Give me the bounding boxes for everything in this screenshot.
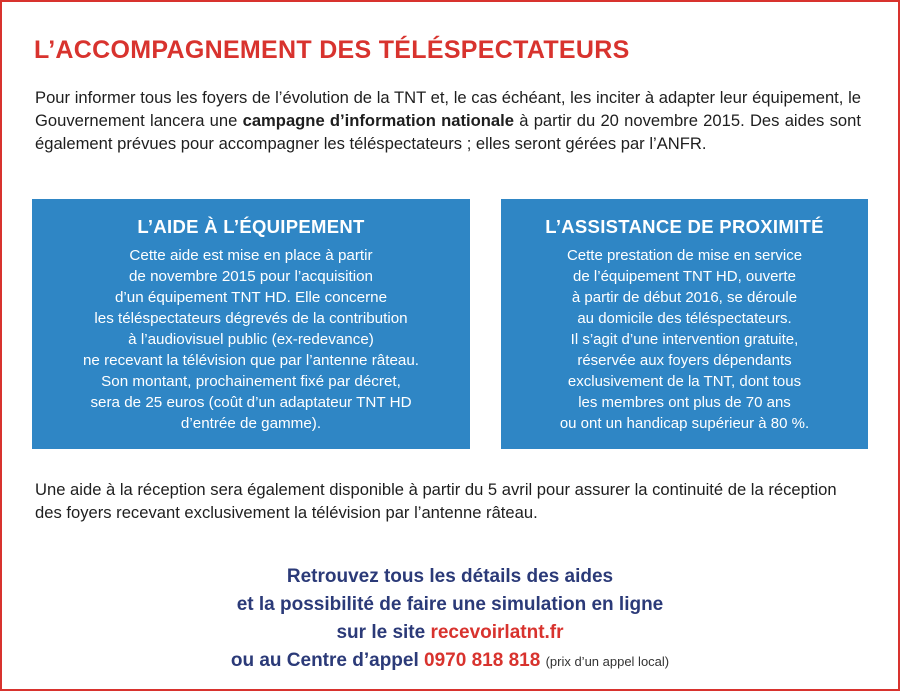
intro-paragraph: [35, 86, 861, 155]
intro-text-part1: Pour informer tous les foyers de l’évolution de la TNT et, le cas échéant, les inciter à adapter leur équipement, le Gouvernement lancera une: [35, 88, 861, 130]
intro-text-part2: à partir du 20 novembre 2015. Des aides sont également prévues pour accompagner les téléspectateurs ; elles seront gérées par l’ANFR.: [35, 111, 861, 153]
cta-line-4: [2, 647, 898, 676]
call-to-action: [2, 563, 898, 676]
cta-phone-prefix: ou au Centre d’appel: [230, 650, 425, 671]
proximity-assistance-title: L’ASSISTANCE DE PROXIMITÉ: [545, 216, 824, 237]
website-link[interactable]: recevoirlatnt.fr: [430, 622, 564, 643]
cta-line-2: et la possibilité de faire une simulation en ligne: [236, 594, 664, 615]
phone-note: (prix d’un appel local): [545, 654, 670, 669]
outro-paragraph: Une aide à la réception sera également disponible à partir du 5 avril pour assurer la continuité de la réception des foyers recevant exclusivement la télévision par l’antenne râteau.: [35, 480, 837, 522]
cta-line-1: Retrouvez tous les détails des aides: [286, 566, 614, 587]
equipment-aid-body: Cette aide est mise en place à partir de novembre 2015 pour l’acquisition d’un équipement TNT HD. Elle concerne les téléspectateurs dégrevés de la contribution à l’audiovisuel public (ex-redevance) ne recevant la télévision que par l’antenne râteau. Son montant, prochainement fixé par décret, sera de 25 euros (coût d’un adaptateur TNT HD d’entrée de gamme).: [82, 247, 420, 432]
phone-number[interactable]: 0970 818 818: [424, 650, 541, 671]
intro-bold-text: campagne d’information nationale: [242, 111, 514, 130]
cta-line-3: [2, 619, 898, 647]
proximity-assistance-body: Cette prestation de mise en service de l’équipement TNT HD, ouverte à partir de début 2016, se déroule au domicile des téléspectateurs. Il s’agit d’une intervention gratuite, réservée aux foyers dépendants exclusivement de la TNT, dont tous les membres ont plus de 70 ans ou ont un handicap supérieur à 80 %.: [559, 247, 810, 432]
page-title: L’ACCOMPAGNEMENT DES TÉLÉSPECTATEURS: [34, 36, 630, 64]
equipment-aid-title: L’AIDE À L’ÉQUIPEMENT: [137, 216, 365, 237]
proximity-assistance-box: [501, 199, 868, 449]
cta-site-prefix: sur le site: [336, 622, 431, 643]
equipment-aid-box: [32, 199, 470, 449]
